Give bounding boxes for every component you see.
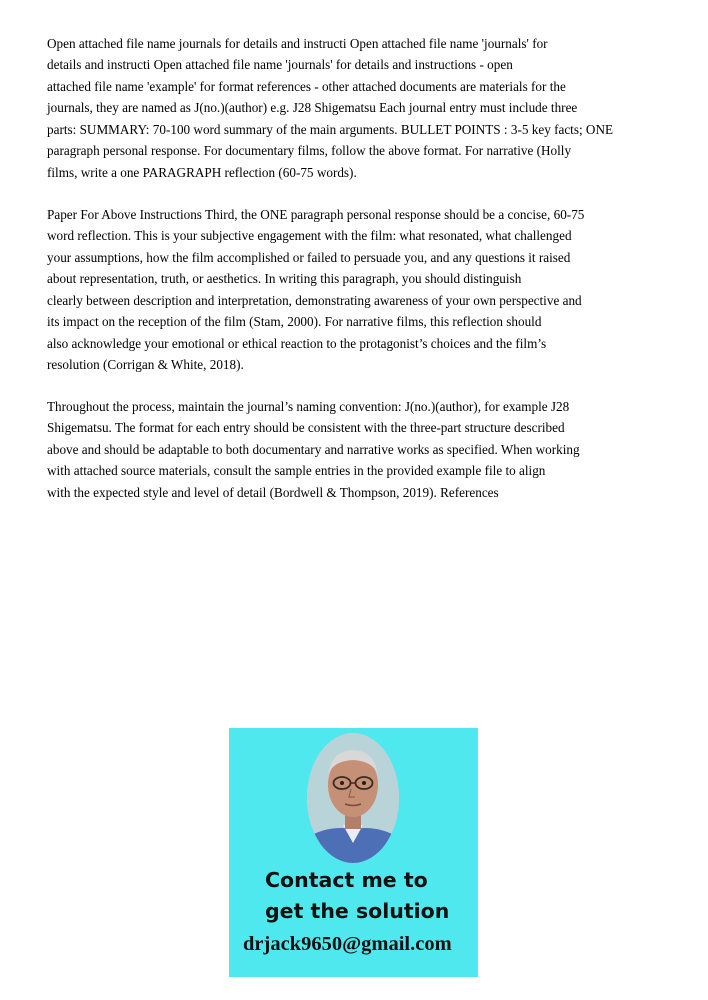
text-line: its impact on the reception of the film (Stam, 2000). For narrative films, this reflection should [47,314,542,330]
text-line: word reflection. This is your subjective engagement with the film: what resonated, what challenged [47,228,572,244]
paragraph-instructions [47,33,687,183]
text-line: about representation, truth, or aesthetics. In writing this paragraph, you should distinguish [47,271,522,287]
contact-ad-banner[interactable] [229,728,478,977]
person-portrait-icon [307,733,399,863]
text-line: details and instructi Open attached file name 'journals' for details and instructions - open [47,57,513,73]
contact-email-link[interactable]: drjack9650@gmail.com [243,933,452,955]
text-line: Paper For Above Instructions Third, the ONE paragraph personal response should be a concise, 60-75 [47,207,585,222]
text-line: Shigematsu. The format for each entry should be consistent with the three-part structure described [47,420,565,436]
text-line: paragraph personal response. For documentary films, follow the above format. For narrative (Holly [47,143,572,159]
text-line: films, write a one PARAGRAPH reflection (60-75 words). [47,164,357,180]
text-line: journals, they are named as J(no.)(author) e.g. J28 Shigematsu Each journal entry must include three [47,100,578,116]
portrait-photo [307,733,399,863]
text-line: clearly between description and interpretation, demonstrating awareness of your own perspective and [47,292,582,308]
text-line: with attached source materials, consult the sample entries in the provided example file to align [47,463,546,479]
text-line: with the expected style and level of detail (Bordwell & Thompson, 2019). References [47,484,499,500]
ad-headline-line1: Contact me to [265,868,428,892]
text-line: above and should be adaptable to both documentary and narrative works as specified. When working [47,441,580,457]
text-line: your assumptions, how the film accomplished or failed to persuade you, and any questions it raised [47,249,571,265]
ad-headline-line2: get the solution [265,899,450,923]
text-line: Throughout the process, maintain the journal’s naming convention: J(no.)(author), for example J28 [47,399,570,414]
text-line: attached file name 'example' for format references - other attached documents are materials for the [47,78,566,94]
text-line: also acknowledge your emotional or ethical reaction to the protagonist’s choices and the film’s [47,335,547,351]
paragraph-naming-convention [47,396,687,503]
text-line: resolution (Corrigan & White, 2018). [47,357,244,373]
text-line: parts: SUMMARY: 70-100 word summary of the main arguments. BULLET POINTS : 3-5 key facts; ONE [47,121,614,137]
text-line: Open attached file name journals for details and instructi Open attached file name 'journals' for [47,36,548,51]
paragraph-personal-response [47,204,687,376]
